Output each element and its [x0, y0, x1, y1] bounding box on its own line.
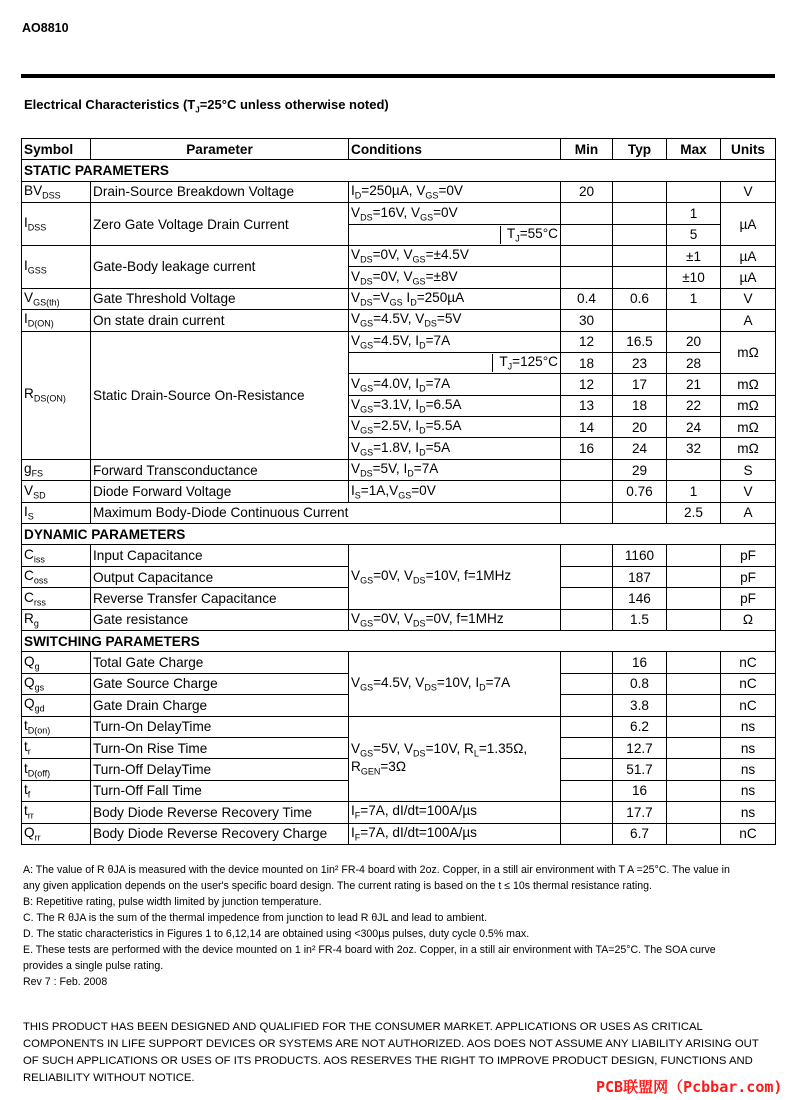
unit-cell: V: [721, 288, 776, 309]
max-cell: [667, 545, 721, 566]
unit-cell: µA: [721, 203, 776, 246]
parameter-cell: Reverse Transfer Capacitance: [91, 588, 349, 609]
note-a: A: The value of R θJA is measured with the device mounted on 1in² FR-4 board with 2oz. Copper, in a still air environment with T A =25°C. The value in any given application depends on the user's specific board design. The current rating is based on the t ≤ 10s thermal resistance rating.: [23, 864, 730, 892]
part-number: AO8810: [22, 21, 69, 35]
symbol-cell: $t_{rr}$: [22, 802, 91, 823]
unit-cell: mΩ: [721, 417, 776, 438]
max-cell: [667, 780, 721, 801]
parameter-cell: Gate Drain Charge: [91, 695, 349, 716]
typ-cell: 16: [613, 780, 667, 801]
conditions-cell: $V_{DS}=0V$, $V_{GS}=\pm 8V$: [349, 267, 561, 288]
table-row-tdon: [22, 716, 776, 737]
symbol-cell: $t_f$: [22, 780, 91, 801]
typ-cell: 16: [613, 652, 667, 673]
watermark: PCB联盟网（Pcbbar.com): [596, 1078, 783, 1096]
typ-cell: [613, 502, 667, 523]
max-cell: [667, 823, 721, 844]
min-cell: [561, 588, 613, 609]
parameter-cell: Gate Source Charge: [91, 673, 349, 694]
typ-cell: 16.5: [613, 331, 667, 352]
typ-cell: [613, 203, 667, 224]
min-cell: 13: [561, 395, 613, 416]
parameter-cell: Maximum Body-Diode Continuous Current: [91, 502, 561, 523]
symbol-cell: $I_{DSS}$: [22, 203, 91, 246]
symbol-cell: $I_S$: [22, 502, 91, 523]
section-dynamic-label: DYNAMIC PARAMETERS: [22, 524, 776, 545]
max-cell: [667, 181, 721, 202]
max-cell: 24: [667, 417, 721, 438]
min-cell: 14: [561, 417, 613, 438]
parameter-cell: Body Diode Reverse Recovery Time: [91, 802, 349, 823]
max-cell: 2.5: [667, 502, 721, 523]
parameter-cell: Gate Threshold Voltage: [91, 288, 349, 309]
parameter-cell: Static Drain-Source On-Resistance: [91, 331, 349, 459]
symbol-cell: $V_{GS(th)}$: [22, 288, 91, 309]
table-row-igss: [22, 245, 776, 266]
conditions-cell: $V_{GS}=4.0V$, $I_D=7A$: [349, 374, 561, 395]
header-rule: [21, 74, 775, 78]
typ-cell: 6.7: [613, 823, 667, 844]
table-row-qrr: [22, 823, 776, 844]
footnotes: [23, 862, 738, 990]
conditions-cell: $V_{GS}=4.5V$, $I_D=7A$: [349, 331, 561, 352]
unit-cell: µA: [721, 267, 776, 288]
min-cell: 30: [561, 310, 613, 331]
typ-cell: 1160: [613, 545, 667, 566]
conditions-cell: $I_D=250\mu A$, $V_{GS}=0V$: [349, 181, 561, 202]
typ-cell: 6.2: [613, 716, 667, 737]
min-cell: [561, 716, 613, 737]
max-cell: [667, 759, 721, 780]
header-symbol: Symbol: [22, 139, 91, 160]
header-min: Min: [561, 139, 613, 160]
conditions-cell: $T_J=125^\circ C$: [349, 352, 561, 373]
parameter-cell: On state drain current: [91, 310, 349, 331]
typ-cell: 3.8: [613, 695, 667, 716]
min-cell: [561, 203, 613, 224]
typ-cell: [613, 224, 667, 245]
unit-cell: ns: [721, 716, 776, 737]
conditions-cell: $V_{GS}=3.1V$, $I_D=6.5A$: [349, 395, 561, 416]
conditions-cell: $V_{DS}=V_{GS}$ $I_D=250\mu A$: [349, 288, 561, 309]
typ-cell: 0.8: [613, 673, 667, 694]
note-e: E. These tests are performed with the device mounted on 1 in² FR-4 board with 2oz. Copper, in a still air environment with TA=25°C. The SOA curve provides a single pulse rating.: [23, 944, 716, 972]
header-units: Units: [721, 139, 776, 160]
parameter-cell: Gate resistance: [91, 609, 349, 630]
parameter-cell: Gate-Body leakage current: [91, 245, 349, 288]
symbol-cell: $C_{rss}$: [22, 588, 91, 609]
max-cell: [667, 588, 721, 609]
max-cell: 1: [667, 481, 721, 502]
max-cell: [667, 459, 721, 480]
symbol-cell: $R_{DS(ON)}$: [22, 331, 91, 459]
max-cell: 5: [667, 224, 721, 245]
max-cell: [667, 652, 721, 673]
symbol-cell: $BV_{DSS}$: [22, 181, 91, 202]
section-switching-label: SWITCHING PARAMETERS: [22, 630, 776, 651]
conditions-cell: $V_{GS}=0V$, $V_{DS}=0V$, f=1MHz: [349, 609, 561, 630]
max-cell: 28: [667, 352, 721, 373]
symbol-cell: $I_{D(ON)}$: [22, 310, 91, 331]
parameter-cell: Turn-Off DelayTime: [91, 759, 349, 780]
header-max: Max: [667, 139, 721, 160]
unit-cell: mΩ: [721, 438, 776, 459]
max-cell: 32: [667, 438, 721, 459]
unit-cell: ns: [721, 780, 776, 801]
min-cell: [561, 609, 613, 630]
typ-cell: 12.7: [613, 737, 667, 758]
conditions-cell: $V_{DS}=16V$, $V_{GS}=0V$: [349, 203, 561, 224]
min-cell: [561, 780, 613, 801]
typ-cell: 0.76: [613, 481, 667, 502]
symbol-cell: $t_{D(on)}$: [22, 716, 91, 737]
parameter-cell: Body Diode Reverse Recovery Charge: [91, 823, 349, 844]
min-cell: [561, 737, 613, 758]
unit-cell: ns: [721, 802, 776, 823]
max-cell: 1: [667, 203, 721, 224]
unit-cell: µA: [721, 245, 776, 266]
min-cell: [561, 823, 613, 844]
table-row-bvdss: [22, 181, 776, 202]
min-cell: [561, 502, 613, 523]
unit-cell: A: [721, 310, 776, 331]
parameter-cell: Output Capacitance: [91, 566, 349, 587]
max-cell: [667, 673, 721, 694]
symbol-cell: $C_{iss}$: [22, 545, 91, 566]
min-cell: 18: [561, 352, 613, 373]
header-parameter: Parameter: [91, 139, 349, 160]
unit-cell: V: [721, 181, 776, 202]
min-cell: [561, 224, 613, 245]
symbol-cell: $C_{oss}$: [22, 566, 91, 587]
table-row-rdson: [22, 331, 776, 352]
section-switching: [22, 630, 776, 651]
max-cell: 21: [667, 374, 721, 395]
unit-cell: S: [721, 459, 776, 480]
table-row-idss: [22, 203, 776, 224]
table-row-vgsth: [22, 288, 776, 309]
min-cell: [561, 802, 613, 823]
unit-cell: ns: [721, 759, 776, 780]
table-row-gfs: [22, 459, 776, 480]
table-row-idon: [22, 310, 776, 331]
conditions-cell: $V_{GS}=0V$, $V_{DS}=10V$, f=1MHz: [349, 545, 561, 609]
table-row-is: [22, 502, 776, 523]
min-cell: [561, 481, 613, 502]
symbol-cell: $Q_{gs}$: [22, 673, 91, 694]
min-cell: [561, 459, 613, 480]
typ-cell: 17: [613, 374, 667, 395]
min-cell: [561, 759, 613, 780]
typ-cell: 29: [613, 459, 667, 480]
parameter-cell: Turn-On Rise Time: [91, 737, 349, 758]
symbol-cell: $g_{FS}$: [22, 459, 91, 480]
symbol-cell: $I_{GSS}$: [22, 245, 91, 288]
typ-cell: 1.5: [613, 609, 667, 630]
conditions-cell: $V_{GS}=4.5V$, $V_{DS}=5V$: [349, 310, 561, 331]
min-cell: [561, 695, 613, 716]
parameter-cell: Zero Gate Voltage Drain Current: [91, 203, 349, 246]
conditions-cell: $V_{GS}=5V$, $V_{DS}=10V$, $R_L=1.35\Omega$, $R_{GEN}=3\Omega$: [349, 716, 561, 802]
unit-cell: Ω: [721, 609, 776, 630]
unit-cell: nC: [721, 695, 776, 716]
disclaimer: THIS PRODUCT HAS BEEN DESIGNED AND QUALIFIED FOR THE CONSUMER MARKET. APPLICATIONS OR USES AS CRITICAL COMPONENTS IN LIFE SUPPORT DEVICES OR SYSTEMS ARE NOT AUTHORIZED. AOS DOES NOT ASSUME ANY LIABILITY ARISING OUT OF SUCH APPLICATIONS OR USES OF ITS PRODUCTS. AOS RESERVES THE RIGHT TO IMPROVE PRODUCT DESIGN, FUNCTIONS AND RELIABILITY WITHOUT NOTICE.: [23, 1021, 759, 1084]
unit-cell: V: [721, 481, 776, 502]
typ-cell: 17.7: [613, 802, 667, 823]
min-cell: [561, 566, 613, 587]
min-cell: [561, 673, 613, 694]
conditions-cell: $I_S=1A,V_{GS}=0V$: [349, 481, 561, 502]
symbol-cell: $Q_{rr}$: [22, 823, 91, 844]
max-cell: [667, 310, 721, 331]
note-c: C. The R θJA is the sum of the thermal impedence from junction to lead R θJL and lead to ambient.: [23, 912, 488, 924]
symbol-cell: $R_g$: [22, 609, 91, 630]
min-cell: 12: [561, 331, 613, 352]
max-cell: [667, 609, 721, 630]
table-row-ciss: [22, 545, 776, 566]
symbol-cell: $t_{D(off)}$: [22, 759, 91, 780]
symbol-cell: $Q_{gd}$: [22, 695, 91, 716]
max-cell: ±10: [667, 267, 721, 288]
revision: Rev 7 : Feb. 2008: [23, 976, 108, 988]
conditions-cell: $T_J=55^\circ C$: [349, 224, 561, 245]
note-b: B: Repetitive rating, pulse width limited by junction temperature.: [23, 896, 322, 908]
max-cell: [667, 802, 721, 823]
min-cell: [561, 545, 613, 566]
min-cell: [561, 245, 613, 266]
unit-cell: mΩ: [721, 395, 776, 416]
typ-cell: [613, 245, 667, 266]
unit-cell: ns: [721, 737, 776, 758]
table-row-vsd: [22, 481, 776, 502]
parameter-cell: Total Gate Charge: [91, 652, 349, 673]
conditions-cell: $V_{DS}=5V$, $I_D=7A$: [349, 459, 561, 480]
conditions-cell: $V_{DS}=0V$, $V_{GS}=\pm 4.5V$: [349, 245, 561, 266]
min-cell: 0.4: [561, 288, 613, 309]
parameter-cell: Diode Forward Voltage: [91, 481, 349, 502]
parameter-cell: Input Capacitance: [91, 545, 349, 566]
typ-cell: 24: [613, 438, 667, 459]
min-cell: 16: [561, 438, 613, 459]
min-cell: 20: [561, 181, 613, 202]
typ-cell: [613, 267, 667, 288]
header-conditions: Conditions: [349, 139, 561, 160]
header-row: [22, 139, 776, 160]
table-row-qg: [22, 652, 776, 673]
max-cell: 20: [667, 331, 721, 352]
section-title: Electrical Characteristics ($T_J=25^\circ C$ unless otherwise noted): [24, 97, 389, 115]
min-cell: 12: [561, 374, 613, 395]
conditions-cell: $I_F=7A$, dI/dt=100A/µs: [349, 823, 561, 844]
section-static-label: STATIC PARAMETERS: [22, 160, 776, 181]
min-cell: [561, 267, 613, 288]
unit-cell: mΩ: [721, 374, 776, 395]
typ-cell: 18: [613, 395, 667, 416]
typ-cell: [613, 181, 667, 202]
parameter-cell: Forward Transconductance: [91, 459, 349, 480]
table-row-rg: [22, 609, 776, 630]
section-static: [22, 160, 776, 181]
max-cell: 1: [667, 288, 721, 309]
electrical-characteristics-table: [21, 138, 776, 845]
conditions-cell: $I_F=7A$, dI/dt=100A/µs: [349, 802, 561, 823]
parameter-cell: Turn-On DelayTime: [91, 716, 349, 737]
max-cell: [667, 695, 721, 716]
section-dynamic: [22, 524, 776, 545]
typ-cell: 0.6: [613, 288, 667, 309]
unit-cell: pF: [721, 588, 776, 609]
symbol-cell: $Q_g$: [22, 652, 91, 673]
typ-cell: 51.7: [613, 759, 667, 780]
unit-cell: A: [721, 502, 776, 523]
max-cell: ±1: [667, 245, 721, 266]
conditions-cell: $V_{GS}=2.5V$, $I_D=5.5A$: [349, 417, 561, 438]
max-cell: [667, 566, 721, 587]
max-cell: [667, 737, 721, 758]
parameter-cell: Turn-Off Fall Time: [91, 780, 349, 801]
typ-cell: 20: [613, 417, 667, 438]
unit-cell: nC: [721, 652, 776, 673]
unit-cell: nC: [721, 823, 776, 844]
note-d: D. The static characteristics in Figures 1 to 6,12,14 are obtained using <300µs pulses, duty cycle 0.5% max.: [23, 928, 530, 940]
typ-cell: 146: [613, 588, 667, 609]
unit-cell: pF: [721, 545, 776, 566]
conditions-cell: $V_{GS}=4.5V$, $V_{DS}=10V$, $I_D=7A$: [349, 652, 561, 716]
typ-cell: [613, 310, 667, 331]
unit-cell: mΩ: [721, 331, 776, 374]
typ-cell: 187: [613, 566, 667, 587]
table-row-trr: [22, 802, 776, 823]
max-cell: [667, 716, 721, 737]
unit-cell: pF: [721, 566, 776, 587]
conditions-cell: $V_{GS}=1.8V$, $I_D=5A$: [349, 438, 561, 459]
min-cell: [561, 652, 613, 673]
symbol-cell: $t_r$: [22, 737, 91, 758]
parameter-cell: Drain-Source Breakdown Voltage: [91, 181, 349, 202]
symbol-cell: $V_{SD}$: [22, 481, 91, 502]
header-typ: Typ: [613, 139, 667, 160]
typ-cell: 23: [613, 352, 667, 373]
unit-cell: nC: [721, 673, 776, 694]
max-cell: 22: [667, 395, 721, 416]
